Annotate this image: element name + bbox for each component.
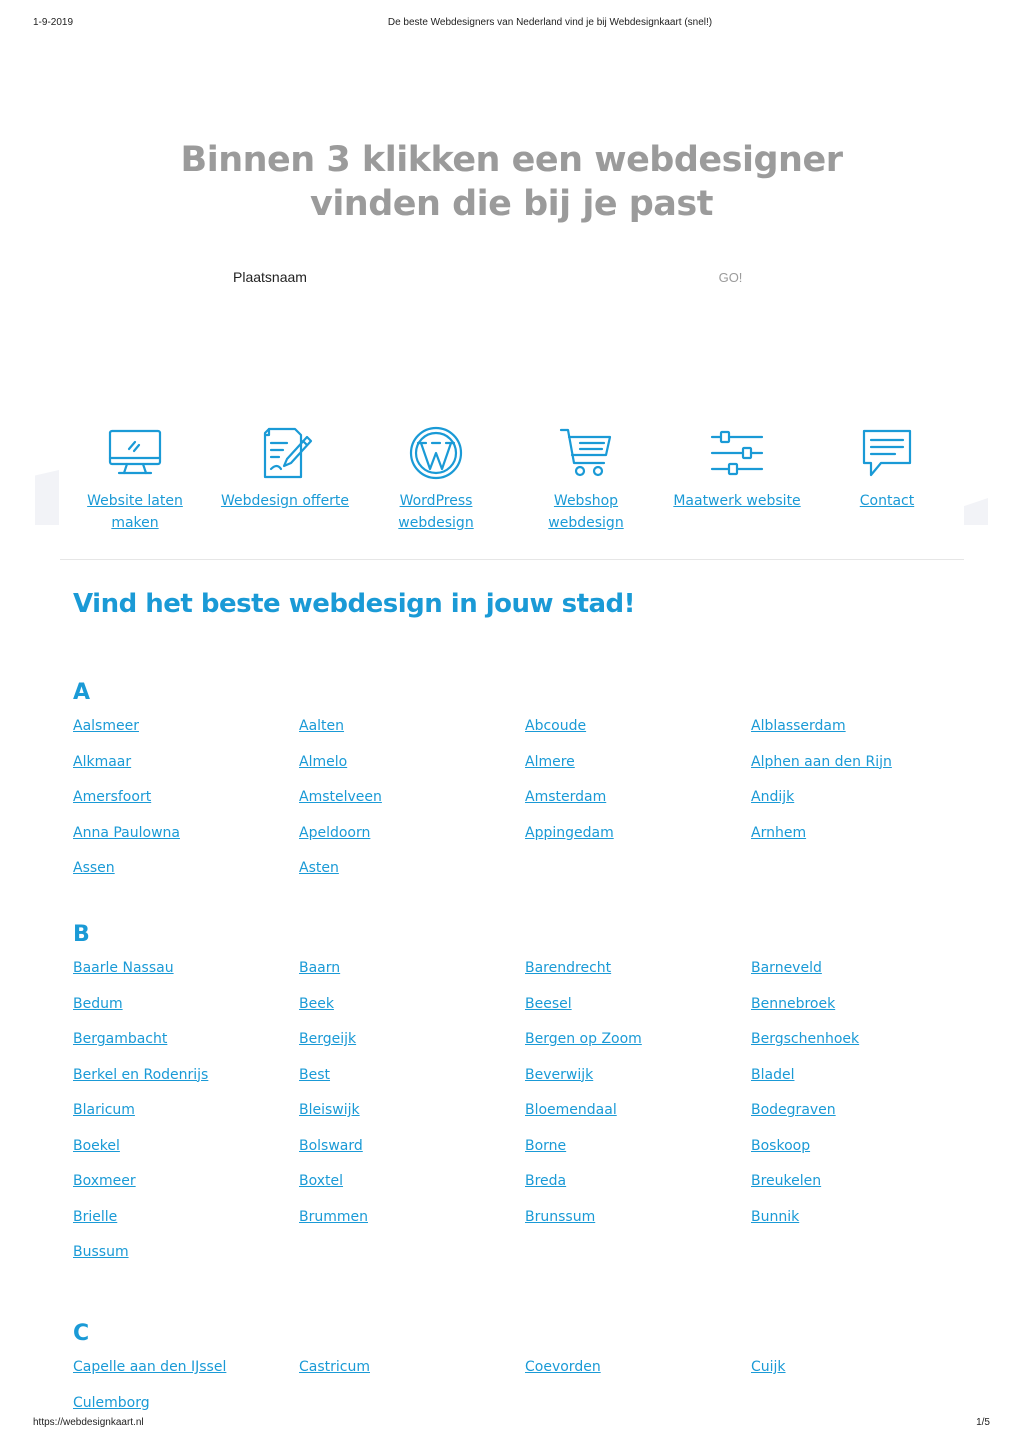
- decorative-shape-right: [964, 498, 988, 525]
- city-link[interactable]: Amersfoort: [73, 789, 152, 805]
- service-contact[interactable]: [812, 425, 962, 512]
- city-link[interactable]: Bussum: [73, 1244, 129, 1260]
- service-webdesign-offerte[interactable]: [210, 425, 360, 512]
- print-footer: [0, 1417, 1023, 1431]
- letter-heading-c: C: [73, 1321, 90, 1346]
- city-link[interactable]: Alblasserdam: [751, 718, 846, 734]
- city-link[interactable]: Castricum: [299, 1359, 370, 1375]
- city-link[interactable]: Arnhem: [751, 824, 807, 841]
- service-label: WordPress webdesign: [398, 493, 474, 531]
- city-link[interactable]: Alkmaar: [73, 753, 132, 770]
- city-link[interactable]: Andijk: [751, 789, 795, 805]
- city-link[interactable]: Capelle aan den IJssel: [73, 1359, 227, 1375]
- city-search-input[interactable]: [233, 262, 673, 292]
- city-link[interactable]: Beesel: [525, 995, 572, 1012]
- print-page-number: 1/5: [976, 1417, 990, 1428]
- city-link[interactable]: Bedum: [73, 995, 123, 1012]
- city-link[interactable]: Brummen: [299, 1208, 368, 1225]
- city-link[interactable]: Cuijk: [751, 1359, 786, 1375]
- service-maatwerk-website[interactable]: [662, 425, 812, 512]
- city-link[interactable]: Baarn: [299, 960, 341, 976]
- letter-heading-b: B: [73, 922, 90, 947]
- city-link[interactable]: Bleiswijk: [299, 1102, 360, 1118]
- city-link[interactable]: Baarle Nassau: [73, 960, 174, 976]
- city-link[interactable]: Beverwijk: [525, 1066, 594, 1083]
- city-link[interactable]: Bergeijk: [299, 1031, 357, 1047]
- city-link[interactable]: Breukelen: [751, 1173, 822, 1189]
- city-link[interactable]: Borne: [525, 1137, 567, 1154]
- city-link[interactable]: Almelo: [299, 753, 348, 770]
- city-link[interactable]: Bodegraven: [751, 1102, 836, 1118]
- shopping-cart-icon: [558, 425, 614, 481]
- city-link[interactable]: Amsterdam: [525, 789, 607, 805]
- service-label: Contact: [859, 493, 915, 509]
- city-link[interactable]: Assen: [73, 860, 115, 876]
- print-header: [0, 17, 1023, 31]
- service-links: [60, 425, 964, 535]
- service-webshop-webdesign[interactable]: [511, 425, 661, 534]
- city-link[interactable]: Coevorden: [525, 1359, 601, 1375]
- print-url: https://webdesignkaart.nl: [33, 1417, 144, 1428]
- service-label: Website laten maken: [87, 493, 183, 531]
- city-link[interactable]: Barendrecht: [525, 960, 612, 976]
- service-website-laten-maken[interactable]: [60, 425, 210, 534]
- city-link[interactable]: Asten: [299, 860, 339, 876]
- city-link[interactable]: Blaricum: [73, 1102, 135, 1118]
- city-link[interactable]: Boskoop: [751, 1137, 811, 1154]
- city-link[interactable]: Apeldoorn: [299, 824, 371, 841]
- city-link[interactable]: Brunssum: [525, 1208, 596, 1225]
- city-link[interactable]: Amstelveen: [299, 789, 382, 805]
- service-label: Webshop webdesign: [548, 493, 624, 531]
- city-link[interactable]: Best: [299, 1066, 331, 1083]
- city-link[interactable]: Boekel: [73, 1137, 120, 1154]
- city-link[interactable]: Bennebroek: [751, 995, 836, 1012]
- city-link[interactable]: Bergen op Zoom: [525, 1031, 642, 1047]
- monitor-icon: [107, 425, 163, 481]
- city-link[interactable]: Bergschenhoek: [751, 1031, 860, 1047]
- print-document-title: De beste Webdesigners van Nederland vind je bij Webdesignkaart (snel!): [387, 17, 713, 28]
- city-link[interactable]: Abcoude: [525, 718, 587, 734]
- city-link[interactable]: Aalsmeer: [73, 718, 139, 734]
- letter-heading-a: A: [73, 680, 91, 705]
- city-link[interactable]: Appingedam: [525, 824, 614, 841]
- city-link[interactable]: Bloemendaal: [525, 1102, 617, 1118]
- go-button[interactable]: GO!: [693, 262, 768, 292]
- city-link[interactable]: Bunnik: [751, 1208, 800, 1225]
- service-label: Webdesign offerte: [220, 493, 350, 509]
- city-link[interactable]: Bolsward: [299, 1137, 363, 1154]
- city-link[interactable]: Breda: [525, 1173, 567, 1189]
- hero-title: [0, 138, 1023, 226]
- chat-bubble-icon: [859, 425, 915, 481]
- city-link[interactable]: Culemborg: [73, 1394, 150, 1411]
- city-link[interactable]: Aalten: [299, 718, 345, 734]
- city-link[interactable]: Beek: [299, 995, 334, 1012]
- city-section-heading: Vind het beste webdesign in jouw stad!: [73, 589, 636, 619]
- print-date: 1-9-2019: [33, 17, 74, 28]
- city-link[interactable]: Bladel: [751, 1066, 795, 1083]
- city-link[interactable]: Boxtel: [299, 1173, 344, 1189]
- city-link[interactable]: Almere: [525, 753, 575, 770]
- city-search-form: [233, 262, 793, 292]
- service-wordpress-webdesign[interactable]: [361, 425, 511, 534]
- city-link[interactable]: Barneveld: [751, 960, 822, 976]
- city-link[interactable]: Brielle: [73, 1208, 118, 1225]
- city-link[interactable]: Bergambacht: [73, 1031, 168, 1047]
- city-link[interactable]: Alphen aan den Rijn: [751, 753, 892, 770]
- city-link[interactable]: Anna Paulowna: [73, 824, 180, 841]
- section-divider: [60, 559, 964, 560]
- service-label: Maatwerk website: [673, 493, 801, 509]
- city-link[interactable]: Berkel en Rodenrijs: [73, 1066, 209, 1083]
- hero-title-line-2: vinden die bij je past: [310, 184, 713, 224]
- decorative-shape-left: [35, 470, 59, 525]
- wordpress-icon: [408, 425, 464, 481]
- sliders-icon: [709, 425, 765, 481]
- hero-title-line-1: Binnen 3 klikken een webdesigner: [180, 140, 843, 180]
- city-link[interactable]: Boxmeer: [73, 1173, 136, 1189]
- document-pen-icon: [257, 425, 313, 481]
